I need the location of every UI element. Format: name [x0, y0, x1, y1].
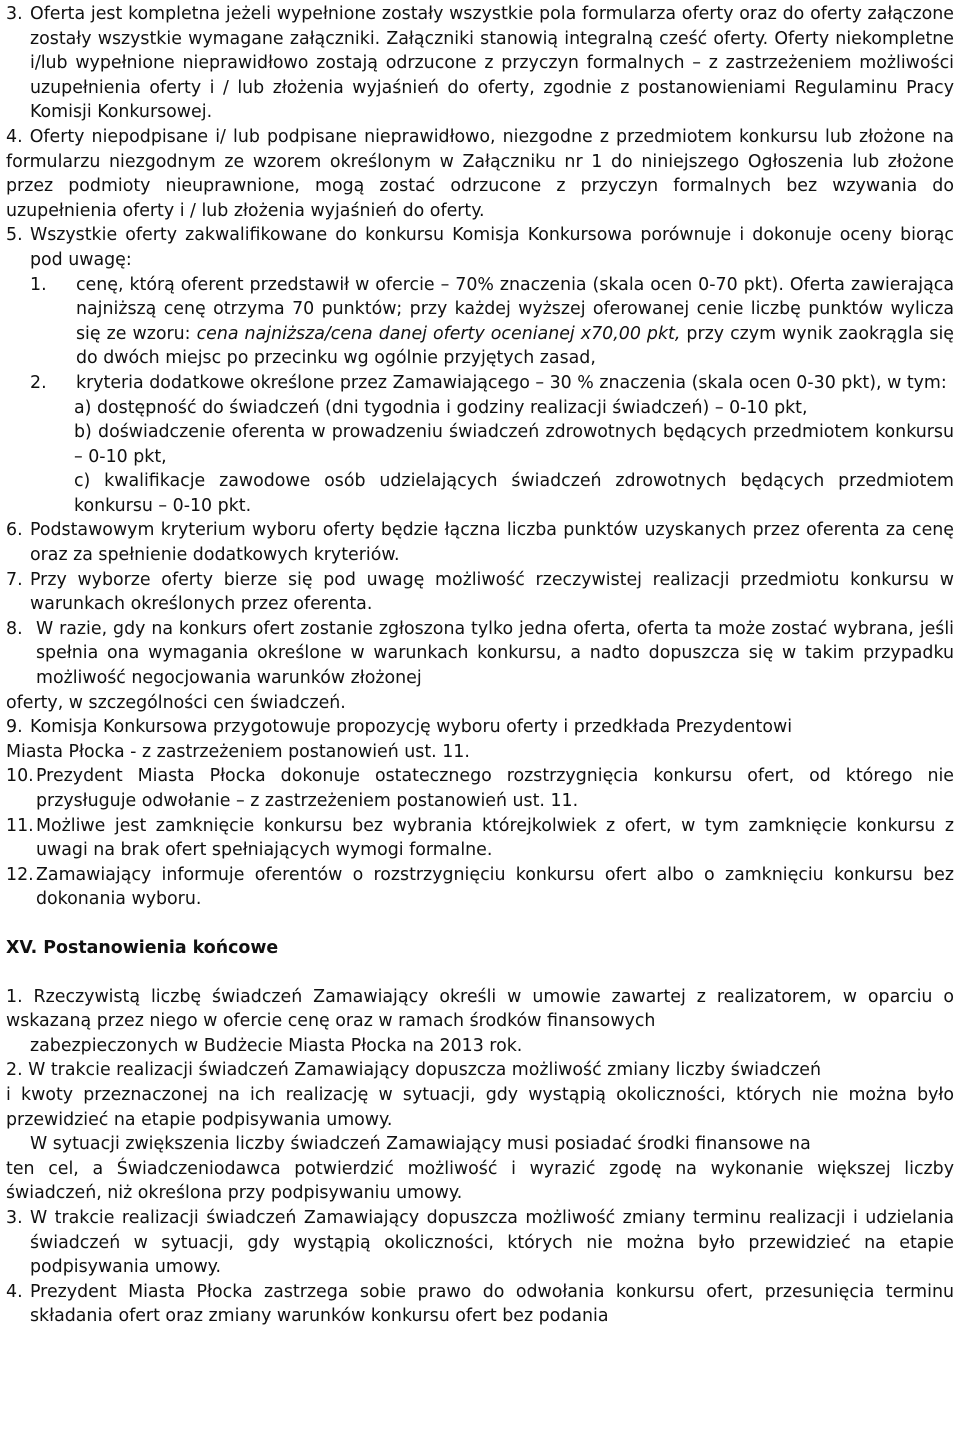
item-text: Oferty niepodpisane i/ lub podpisane nieprawidłowo, niezgodne z przedmiotem konkursu lub złożone na formularzu niezgodnym ze wzorem określonym w Załączniku nr 1 do niniejszego Ogłoszenia lub złożone przez podmioty nieuprawnione, mogą zostać odrzucone z przyczyn formalnych bez wzywania do uzupełnienia oferty i / lub złożenia wyjaśnień do oferty.: [6, 126, 954, 221]
list-item-12: [6, 863, 954, 912]
list-item-9-continued: Miasta Płocka - z zastrzeżeniem postanowień ust. 11.: [6, 741, 470, 762]
item-text: cenę, którą oferent przedstawił w ofercie – 70% znaczenia (skala ocen 0-70 pkt). Oferta zawierająca najniższą cenę otrzyma 70 punktów; przy każdej wyższej oferowanej cenie liczbę punktów wylicza się ze wzoru: cena najniższa/cena danej oferty ocenianej x70,00 pkt, przy czym wynik zaokrągla się do dwóch miejsc po przecinku wg ogólnie przyjętych zasad,: [76, 274, 954, 369]
item-number: 10.: [6, 766, 34, 787]
item-number: 9.: [6, 717, 23, 738]
final-item-2-paragraph: W sytuacji zwiększenia liczby świadczeń Zamawiający musi posiadać środki finansowe na: [30, 1134, 811, 1155]
formula-text: cena najniższa/cena danej oferty ocenianej x70,00 pkt,: [196, 323, 681, 344]
item-number: 2.: [30, 372, 47, 393]
list-item-8: [6, 617, 954, 691]
list-item-7: [6, 568, 954, 617]
final-item-2: [6, 1058, 954, 1083]
item-text: Rzeczywistą liczbę świadczeń Zamawiający określi w umowie zawartej z realizatorem, w oparciu o wskazaną przez niego w ofercie cenę oraz w ramach środków finansowych: [6, 986, 955, 1032]
list-item-9: [6, 715, 954, 740]
item-number: 1.: [30, 274, 47, 295]
list-item-5: [6, 223, 954, 272]
item-text: Wszystkie oferty zakwalifikowane do konkursu Komisja Konkursowa porównuje i dokonuje oceny biorąc pod uwagę:: [30, 225, 954, 270]
criteria-item-2: [30, 371, 954, 396]
item-number: 4.: [6, 1281, 23, 1302]
item-number: 1.: [6, 986, 23, 1007]
item-text: Przy wyborze oferty bierze się pod uwagę możliwość rzeczywistej realizacji przedmiotu konkursu w warunkach określonych przez oferenta.: [30, 569, 954, 615]
list-item-8-continued: oferty, w szczególności cen świadczeń.: [6, 692, 346, 713]
item-number: 6.: [6, 520, 23, 541]
item-number: 11.: [6, 815, 34, 836]
item-text: kryteria dodatkowe określone przez Zamawiającego – 30 % znaczenia (skala ocen 0-30 pkt), w tym:: [76, 372, 947, 393]
list-item-3: [6, 2, 954, 125]
item-number: 2.: [6, 1060, 23, 1081]
criteria-sub-c: c) kwalifikacje zawodowe osób udzielających świadczeń zdrowotnych będących przedmiotem konkursu – 0-10 pkt.: [74, 471, 954, 516]
item-number: 12.: [6, 864, 34, 885]
item-text: Podstawowym kryterium wyboru oferty będzie łączna liczba punktów uzyskanych przez oferenta za cenę oraz za spełnienie dodatkowych kryteriów.: [30, 520, 954, 566]
item-number: 7.: [6, 569, 23, 590]
item-text: Możliwe jest zamknięcie konkursu bez wybrania którejkolwiek z ofert, w tym zamknięcie konkursu z uwagi na brak ofert spełniających wymogi formalne.: [36, 815, 954, 861]
item-text: W trakcie realizacji świadczeń Zamawiający dopuszcza możliwość zmiany liczby świadczeń: [28, 1060, 822, 1081]
criteria-sub-b: b) doświadczenie oferenta w prowadzeniu świadczeń zdrowotnych będących przedmiotem konkursu – 0-10 pkt,: [74, 422, 954, 467]
item-text: Prezydent Miasta Płocka zastrzega sobie prawo do odwołania konkursu ofert, przesunięcia terminu składania ofert oraz zmiany warunków konkursu ofert bez podania: [30, 1281, 954, 1327]
section-heading: XV. Postanowienia końcowe: [6, 937, 279, 958]
final-item-2-continued: i kwoty przeznaczonej na ich realizację w sytuacji, gdy wystąpią okoliczności, których nie można było przewidzieć na etapie podpisywania umowy.: [6, 1084, 954, 1130]
final-item-1: [6, 985, 954, 1034]
list-item-4: [6, 125, 954, 223]
criteria-item-1: [30, 273, 954, 371]
item-text: W razie, gdy na konkurs ofert zostanie zgłoszona tylko jedna oferta, oferta ta może zostać wybrana, jeśli spełnia ona wymagania określone w warunkach konkursu, a nadto dopuszcza się w takim przypadku możliwość negocjowania warunków złożonej: [36, 618, 954, 689]
final-item-3: [6, 1206, 954, 1280]
item-text: Zamawiający informuje oferentów o rozstrzygnięciu konkursu ofert albo o zamknięciu konkursu bez dokonania wyboru.: [36, 864, 954, 910]
item-number: 8.: [6, 618, 23, 639]
item-text: Komisja Konkursowa przygotowuje propozycję wyboru oferty i przedkłada Prezydentowi: [30, 717, 793, 738]
list-item-6: [6, 518, 954, 567]
final-item-4: [6, 1280, 954, 1329]
item-number: 4.: [6, 126, 23, 147]
criteria-sub-a: a) dostępność do świadczeń (dni tygodnia i godziny realizacji świadczeń) – 0-10 pkt,: [74, 397, 808, 418]
item-number: 3.: [6, 1207, 23, 1228]
list-item-10: [6, 764, 954, 813]
item-text: Prezydent Miasta Płocka dokonuje ostatecznego rozstrzygnięcia konkursu ofert, od którego nie przysługuje odwołanie – z zastrzeżeniem postanowień ust. 11.: [36, 766, 954, 811]
list-item-11: [6, 814, 954, 863]
item-text: W trakcie realizacji świadczeń Zamawiający dopuszcza możliwość zmiany terminu realizacji i udzielania świadczeń w sytuacji, gdy wystąpią okoliczności, których nie można było przewidzieć na etapie podpisywania umowy.: [30, 1207, 954, 1278]
item-text: Oferta jest kompletna jeżeli wypełnione zostały wszystkie pola formularza oferty oraz do oferty załączone zostały wszystkie wymagane załączniki. Załączniki stanowią integralną cześć oferty. Oferty niekompletne i/lub wypełnione nieprawidłowo zostają odrzucone z przyczyn formalnych – z zastrzeżeniem możliwości uzupełnienia oferty i / lub złożenia wyjaśnień do oferty, zgodnie z postanowieniami Regulaminu Pracy Komisji Konkursowej.: [30, 4, 954, 123]
item-number: 3.: [6, 4, 23, 24]
item-number: 5.: [6, 225, 23, 246]
final-item-2-paragraph-continued: ten cel, a Świadczeniodawca potwierdzić możliwość i wyrazić zgodę na wykonanie większej liczby świadczeń, niż określona przy podpisywaniu umowy.: [6, 1158, 954, 1204]
final-item-1-continued: zabezpieczonych w Budżecie Miasta Płocka na 2013 rok.: [30, 1035, 523, 1056]
